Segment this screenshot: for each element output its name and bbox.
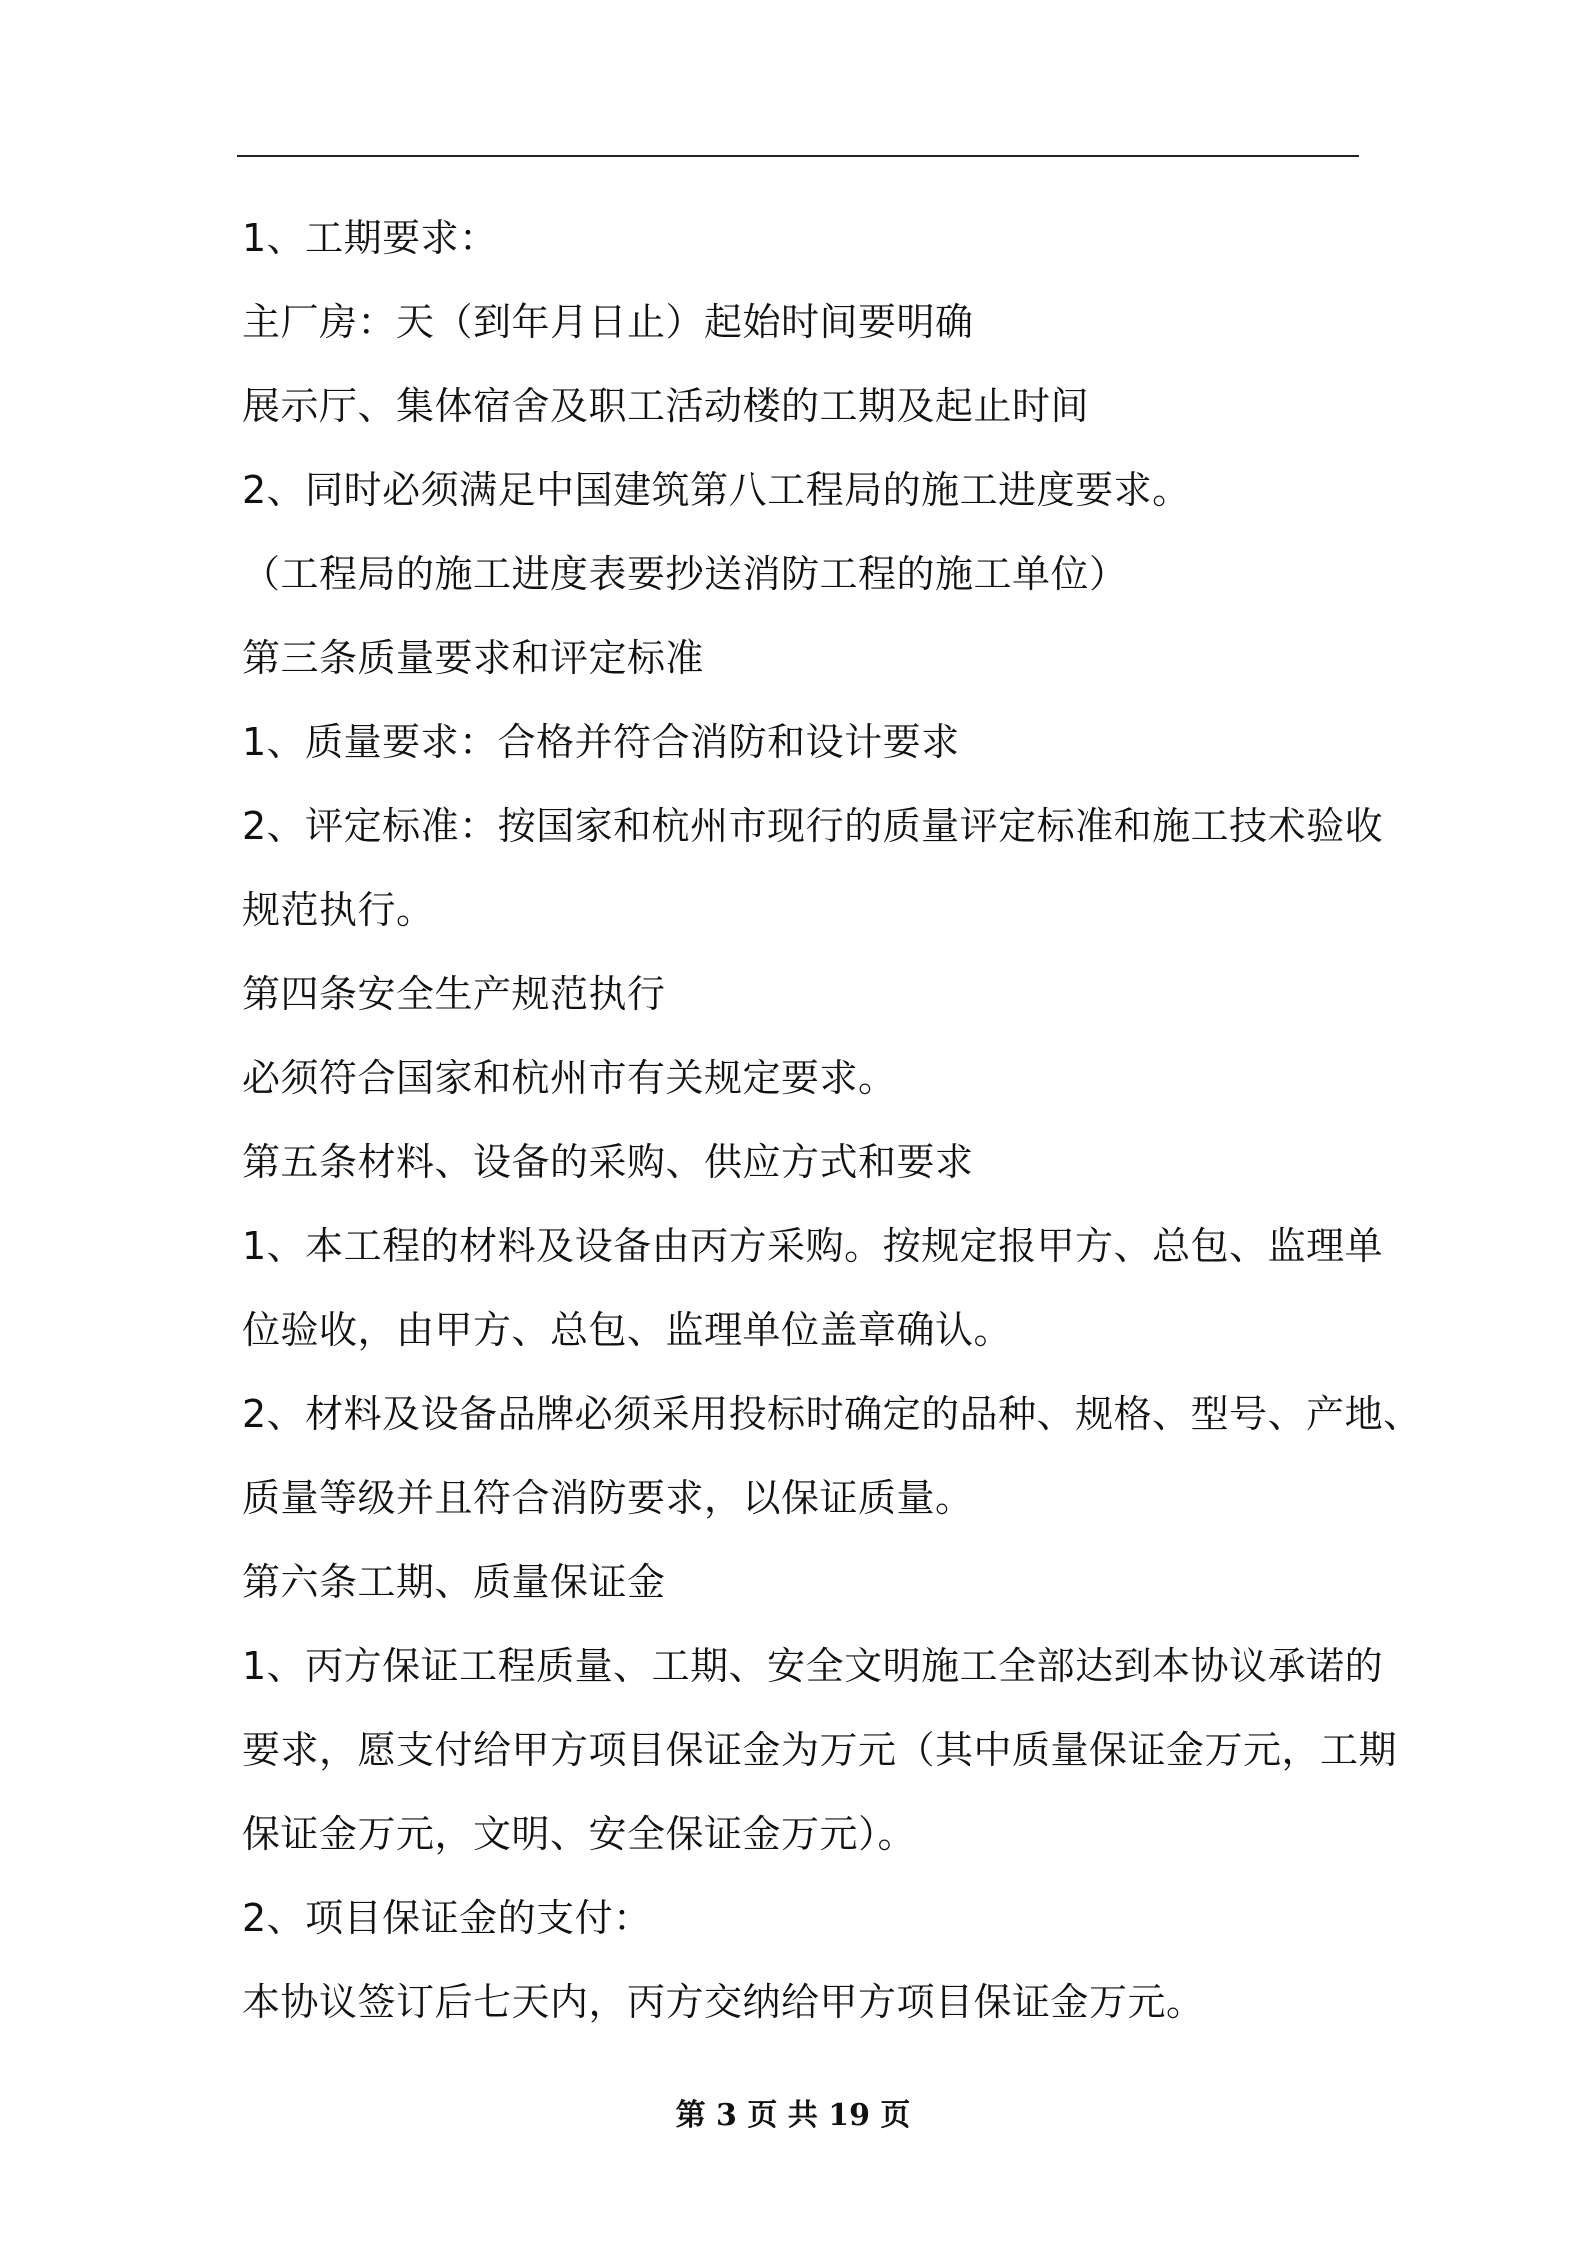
text-line: 主厂房：天（到年月日止）起始时间要明确 — [242, 300, 974, 344]
header-rule — [237, 155, 1359, 157]
text-line: 2、项目保证金的支付： — [242, 1896, 652, 1940]
text-line: 展示厅、集体宿舍及职工活动楼的工期及起止时间 — [242, 384, 1090, 428]
text-line: （工程局的施工进度表要抄送消防工程的施工单位） — [242, 552, 1128, 596]
text-line: 1、本工程的材料及设备由丙方采购。按规定报甲方、总包、监理单 — [242, 1224, 1384, 1268]
text-line: 位验收，由甲方、总包、监理单位盖章确认。 — [242, 1308, 1013, 1352]
text-line: 1、质量要求：合格并符合消防和设计要求 — [242, 720, 960, 764]
text-line: 2、材料及设备品牌必须采用投标时确定的品种、规格、型号、产地、 — [242, 1392, 1422, 1436]
text-line: 保证金万元，文明、安全保证金万元）。 — [242, 1812, 917, 1856]
text-line: 本协议签订后七天内，丙方交纳给甲方项目保证金万元。 — [242, 1980, 1205, 2024]
text-line: 要求，愿支付给甲方项目保证金为万元（其中质量保证金万元，工期 — [242, 1728, 1398, 1772]
text-line: 质量等级并且符合消防要求，以保证质量。 — [242, 1476, 974, 1520]
text-line: 规范执行。 — [242, 888, 435, 932]
text-line: 1、丙方保证工程质量、工期、安全文明施工全部达到本协议承诺的 — [242, 1644, 1384, 1688]
text-line: 1、工期要求： — [242, 216, 498, 260]
section-heading: 第五条材料、设备的采购、供应方式和要求 — [242, 1140, 974, 1184]
text-line: 2、评定标准：按国家和杭州市现行的质量评定标准和施工技术验收 — [242, 804, 1384, 848]
text-line: 2、同时必须满足中国建筑第八工程局的施工进度要求。 — [242, 468, 1191, 512]
section-heading: 第四条安全生产规范执行 — [242, 972, 666, 1016]
page-number-footer: 第 3 页 共 19 页 — [675, 2098, 911, 2133]
text-line: 必须符合国家和杭州市有关规定要求。 — [242, 1056, 897, 1100]
section-heading: 第三条质量要求和评定标准 — [242, 636, 705, 680]
section-heading: 第六条工期、质量保证金 — [242, 1560, 666, 1604]
document-body — [242, 196, 1422, 2044]
